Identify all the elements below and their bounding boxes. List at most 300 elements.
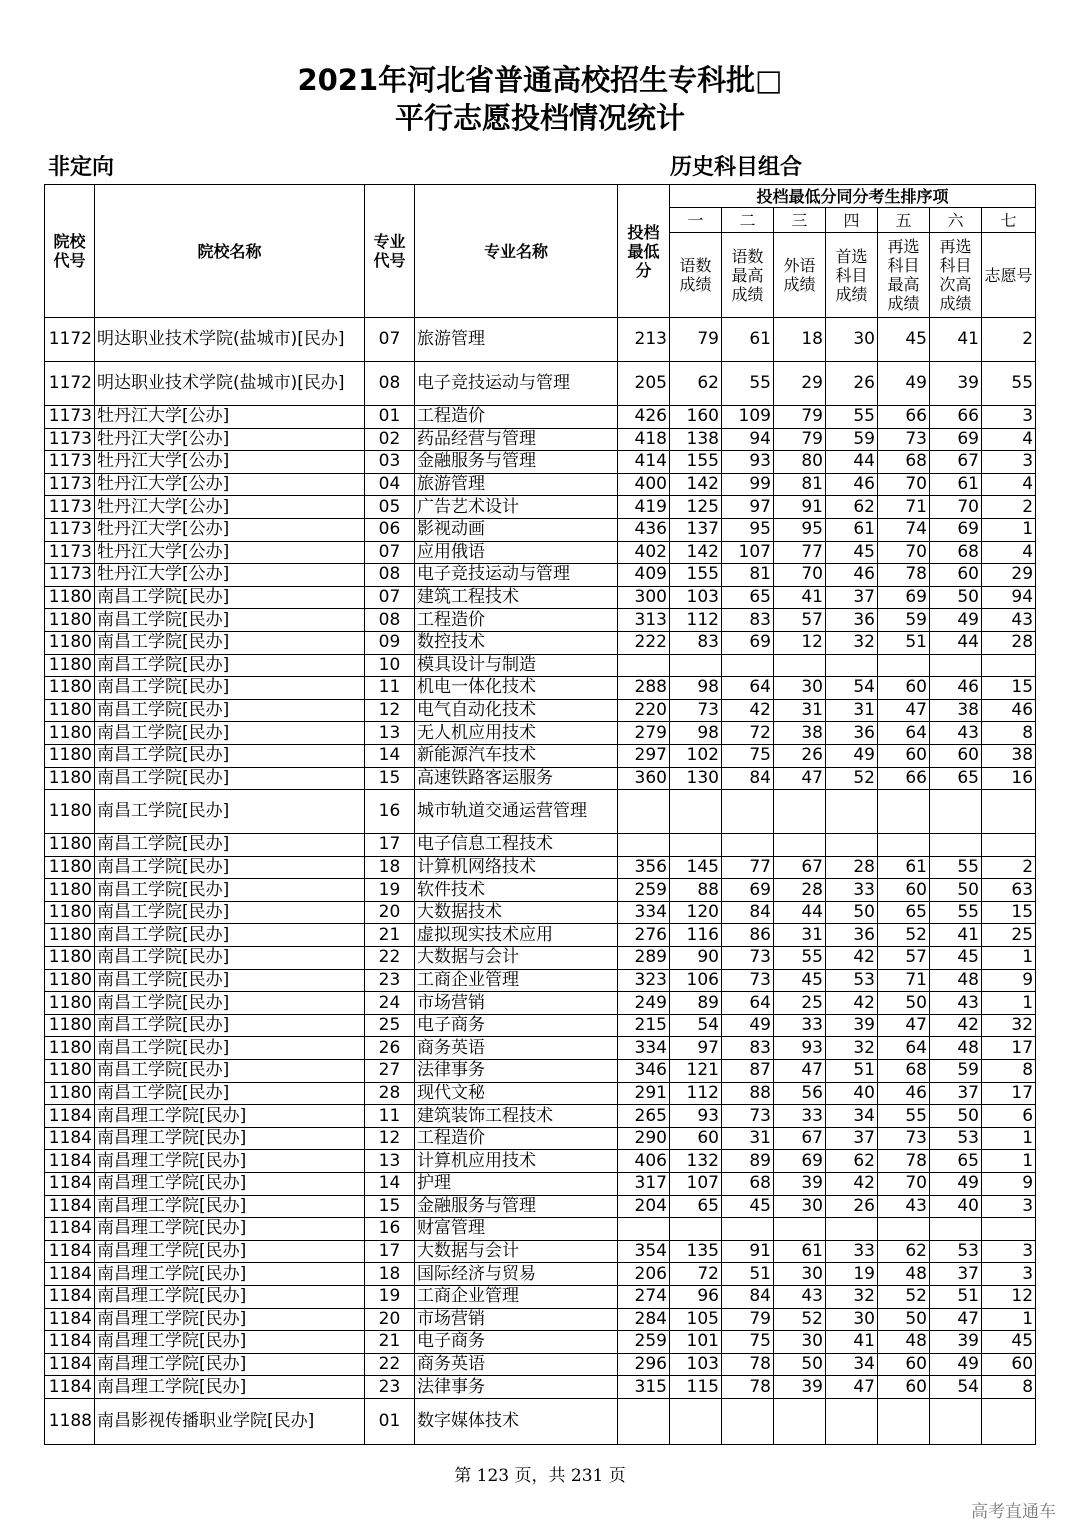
cell-second-subject-max: 47: [878, 699, 930, 722]
cell-foreign-lang-score: 55: [774, 947, 826, 970]
cell-college-name: 牡丹江大学[公办]: [95, 428, 365, 451]
cell-first-subject-score: 34: [826, 1353, 878, 1376]
cell-chinese-math-max: 78: [722, 1376, 774, 1399]
cell-first-subject-score: 26: [826, 362, 878, 406]
cell-min-score: 296: [618, 1353, 670, 1376]
cell-second-subject-max: 60: [878, 1376, 930, 1399]
cell-first-subject-score: [826, 834, 878, 857]
cell-chinese-math-score: 65: [670, 1195, 722, 1218]
cell-second-subject-max: 71: [878, 969, 930, 992]
cell-second-subject-max: 50: [878, 1308, 930, 1331]
cell-college-name: 南昌工学院[民办]: [95, 992, 365, 1015]
cell-chinese-math-max: [722, 790, 774, 834]
cell-choice-number: 4: [982, 541, 1036, 564]
cell-min-score: 265: [618, 1105, 670, 1128]
cell-major-code: 15: [365, 1195, 415, 1218]
watermark: 高考直通车: [971, 1502, 1056, 1522]
cell-first-subject-score: 30: [826, 318, 878, 362]
cell-college-code: 1173: [45, 473, 95, 496]
table-row: [45, 879, 1036, 902]
cell-major-name: 新能源汽车技术: [415, 744, 618, 767]
cell-major-name: 市场营销: [415, 1308, 618, 1331]
cell-college-name: 牡丹江大学[公办]: [95, 518, 365, 541]
cell-chinese-math-max: 78: [722, 1353, 774, 1376]
cell-second-subject-next: 49: [930, 609, 982, 632]
cell-second-subject-max: 46: [878, 1082, 930, 1105]
cell-chinese-math-max: [722, 834, 774, 857]
cell-chinese-math-score: 115: [670, 1376, 722, 1399]
cell-min-score: 297: [618, 744, 670, 767]
cell-first-subject-score: 42: [826, 1173, 878, 1196]
cell-min-score: 315: [618, 1376, 670, 1399]
cell-college-name: 南昌工学院[民办]: [95, 1014, 365, 1037]
cell-foreign-lang-score: 31: [774, 699, 826, 722]
header-tie-group: 投档最低分同分考生排序项: [670, 185, 1036, 208]
cell-college-name: 牡丹江大学[公办]: [95, 496, 365, 519]
cell-college-name: 南昌工学院[民办]: [95, 879, 365, 902]
cell-first-subject-score: 51: [826, 1060, 878, 1083]
cell-chinese-math-score: 145: [670, 856, 722, 879]
cell-college-name: 南昌理工学院[民办]: [95, 1285, 365, 1308]
cell-second-subject-next: 49: [930, 1173, 982, 1196]
cell-first-subject-score: [826, 1398, 878, 1444]
cell-chinese-math-score: 98: [670, 722, 722, 745]
cell-major-name: 大数据技术: [415, 901, 618, 924]
cell-choice-number: 8: [982, 722, 1036, 745]
cell-second-subject-next: [930, 790, 982, 834]
cell-foreign-lang-score: 39: [774, 1376, 826, 1399]
cell-major-name: 软件技术: [415, 879, 618, 902]
cell-foreign-lang-score: 43: [774, 1285, 826, 1308]
cell-major-code: 06: [365, 518, 415, 541]
cell-major-code: 26: [365, 1037, 415, 1060]
cell-first-subject-score: 45: [826, 541, 878, 564]
cell-college-code: 1180: [45, 834, 95, 857]
cell-chinese-math-score: 88: [670, 879, 722, 902]
cell-chinese-math-max: [722, 1218, 774, 1241]
cell-foreign-lang-score: [774, 790, 826, 834]
cell-chinese-math-max: 87: [722, 1060, 774, 1083]
cell-chinese-math-max: 97: [722, 496, 774, 519]
cell-foreign-lang-score: [774, 834, 826, 857]
cell-chinese-math-score: 137: [670, 518, 722, 541]
cell-min-score: 284: [618, 1308, 670, 1331]
cell-chinese-math-max: 68: [722, 1173, 774, 1196]
cell-second-subject-max: 70: [878, 1173, 930, 1196]
cell-major-name: 电子商务: [415, 1331, 618, 1354]
cell-college-name: 南昌工学院[民办]: [95, 677, 365, 700]
header-rank-3: 三: [774, 208, 826, 233]
cell-second-subject-max: 64: [878, 1037, 930, 1060]
cell-college-code: 1180: [45, 790, 95, 834]
cell-chinese-math-score: 105: [670, 1308, 722, 1331]
cell-first-subject-score: 53: [826, 969, 878, 992]
cell-first-subject-score: 40: [826, 1082, 878, 1105]
cell-major-name: 电子商务: [415, 1014, 618, 1037]
table-row: [45, 1173, 1036, 1196]
header-min-score: 投档最低分: [618, 185, 670, 318]
cell-min-score: 436: [618, 518, 670, 541]
table-row: [45, 699, 1036, 722]
cell-choice-number: 28: [982, 631, 1036, 654]
cell-chinese-math-max: 31: [722, 1127, 774, 1150]
cell-first-subject-score: [826, 654, 878, 677]
cell-major-code: 22: [365, 1353, 415, 1376]
cell-choice-number: [982, 654, 1036, 677]
cell-foreign-lang-score: 30: [774, 677, 826, 700]
cell-college-code: 1184: [45, 1127, 95, 1150]
cell-second-subject-max: 64: [878, 722, 930, 745]
cell-second-subject-max: 66: [878, 767, 930, 790]
cell-major-code: 17: [365, 1240, 415, 1263]
cell-college-code: 1184: [45, 1353, 95, 1376]
cell-major-name: 金融服务与管理: [415, 1195, 618, 1218]
cell-chinese-math-max: [722, 1398, 774, 1444]
cell-chinese-math-max: 83: [722, 609, 774, 632]
cell-choice-number: 46: [982, 699, 1036, 722]
cell-min-score: 249: [618, 992, 670, 1015]
cell-college-name: 牡丹江大学[公办]: [95, 564, 365, 587]
cell-second-subject-next: 45: [930, 947, 982, 970]
header-college-name: 院校名称: [95, 185, 365, 318]
cell-second-subject-max: 62: [878, 1240, 930, 1263]
cell-major-name: 建筑装饰工程技术: [415, 1105, 618, 1128]
cell-choice-number: 43: [982, 609, 1036, 632]
table-row: [45, 451, 1036, 474]
cell-college-code: 1172: [45, 318, 95, 362]
cell-first-subject-score: 50: [826, 901, 878, 924]
cell-first-subject-score: 46: [826, 473, 878, 496]
cell-choice-number: 63: [982, 879, 1036, 902]
cell-chinese-math-max: 109: [722, 406, 774, 429]
cell-second-subject-max: 70: [878, 541, 930, 564]
cell-chinese-math-max: 91: [722, 1240, 774, 1263]
cell-second-subject-next: 65: [930, 767, 982, 790]
cell-min-score: 222: [618, 631, 670, 654]
cell-major-name: 数控技术: [415, 631, 618, 654]
cell-first-subject-score: 42: [826, 947, 878, 970]
table-row: [45, 609, 1036, 632]
cell-min-score: 317: [618, 1173, 670, 1196]
cell-major-code: 19: [365, 1285, 415, 1308]
header-college-code: 院校代号: [45, 185, 95, 318]
cell-college-code: 1173: [45, 564, 95, 587]
header-rank-7: 七: [982, 208, 1036, 233]
cell-first-subject-score: 62: [826, 496, 878, 519]
cell-first-subject-score: 62: [826, 1150, 878, 1173]
cell-second-subject-next: 61: [930, 473, 982, 496]
cell-choice-number: 16: [982, 767, 1036, 790]
cell-college-name: 牡丹江大学[公办]: [95, 406, 365, 429]
cell-chinese-math-max: 75: [722, 744, 774, 767]
cell-college-name: 南昌工学院[民办]: [95, 1037, 365, 1060]
cell-major-name: 大数据与会计: [415, 1240, 618, 1263]
cell-chinese-math-max: 64: [722, 992, 774, 1015]
cell-college-code: 1184: [45, 1173, 95, 1196]
header-rank-5: 五: [878, 208, 930, 233]
cell-college-code: 1173: [45, 428, 95, 451]
cell-major-code: 21: [365, 1331, 415, 1354]
cell-college-name: 明达职业技术学院(盐城市)[民办]: [95, 362, 365, 406]
cell-first-subject-score: 33: [826, 879, 878, 902]
cell-college-name: 明达职业技术学院(盐城市)[民办]: [95, 318, 365, 362]
cell-major-code: 17: [365, 834, 415, 857]
cell-major-name: 电子竞技运动与管理: [415, 564, 618, 587]
table-row: [45, 992, 1036, 1015]
cell-foreign-lang-score: 47: [774, 1060, 826, 1083]
cell-major-code: 18: [365, 1263, 415, 1286]
cell-chinese-math-max: 93: [722, 451, 774, 474]
cell-chinese-math-max: 81: [722, 564, 774, 587]
cell-chinese-math-max: 42: [722, 699, 774, 722]
cell-second-subject-max: 55: [878, 1105, 930, 1128]
cell-college-code: 1180: [45, 609, 95, 632]
cell-chinese-math-max: 86: [722, 924, 774, 947]
cell-major-name: 旅游管理: [415, 318, 618, 362]
cell-chinese-math-max: 75: [722, 1331, 774, 1354]
cell-college-name: 南昌理工学院[民办]: [95, 1150, 365, 1173]
cell-choice-number: 3: [982, 1195, 1036, 1218]
cell-chinese-math-score: 79: [670, 318, 722, 362]
cell-major-name: 金融服务与管理: [415, 451, 618, 474]
cell-major-code: 15: [365, 767, 415, 790]
cell-choice-number: 6: [982, 1105, 1036, 1128]
cell-major-name: 财富管理: [415, 1218, 618, 1241]
cell-first-subject-score: [826, 1218, 878, 1241]
cell-first-subject-score: 36: [826, 609, 878, 632]
cell-foreign-lang-score: 57: [774, 609, 826, 632]
cell-choice-number: [982, 834, 1036, 857]
cell-major-name: 现代文秘: [415, 1082, 618, 1105]
cell-college-code: 1180: [45, 924, 95, 947]
cell-foreign-lang-score: 33: [774, 1105, 826, 1128]
cell-chinese-math-score: 83: [670, 631, 722, 654]
cell-college-code: 1184: [45, 1240, 95, 1263]
cell-choice-number: 9: [982, 1173, 1036, 1196]
cell-min-score: [618, 834, 670, 857]
cell-major-code: 14: [365, 1173, 415, 1196]
cell-college-code: 1172: [45, 362, 95, 406]
cell-second-subject-next: [930, 654, 982, 677]
cell-second-subject-next: 50: [930, 1105, 982, 1128]
cell-foreign-lang-score: [774, 654, 826, 677]
cell-chinese-math-max: 107: [722, 541, 774, 564]
cell-first-subject-score: 49: [826, 744, 878, 767]
cell-first-subject-score: 39: [826, 1014, 878, 1037]
table-row: [45, 564, 1036, 587]
cell-foreign-lang-score: 30: [774, 1195, 826, 1218]
header-sort-col-4: 首选科目成绩: [826, 233, 878, 318]
cell-major-name: 无人机应用技术: [415, 722, 618, 745]
cell-min-score: 259: [618, 879, 670, 902]
cell-college-name: 南昌工学院[民办]: [95, 969, 365, 992]
cell-choice-number: 32: [982, 1014, 1036, 1037]
cell-college-code: 1184: [45, 1263, 95, 1286]
cell-foreign-lang-score: 79: [774, 428, 826, 451]
cell-second-subject-next: [930, 1218, 982, 1241]
cell-major-code: 20: [365, 901, 415, 924]
cell-college-name: 南昌工学院[民办]: [95, 722, 365, 745]
cell-major-code: 08: [365, 362, 415, 406]
cell-college-code: 1180: [45, 1037, 95, 1060]
cell-college-name: 南昌理工学院[民办]: [95, 1263, 365, 1286]
cell-second-subject-next: 48: [930, 1037, 982, 1060]
cell-major-name: 旅游管理: [415, 473, 618, 496]
cell-choice-number: 17: [982, 1037, 1036, 1060]
cell-chinese-math-max: 72: [722, 722, 774, 745]
cell-college-name: 牡丹江大学[公办]: [95, 451, 365, 474]
cell-foreign-lang-score: 26: [774, 744, 826, 767]
cell-min-score: 419: [618, 496, 670, 519]
cell-foreign-lang-score: 67: [774, 856, 826, 879]
cell-major-name: 建筑工程技术: [415, 586, 618, 609]
table-row: [45, 834, 1036, 857]
cell-major-name: 应用俄语: [415, 541, 618, 564]
cell-second-subject-next: [930, 1398, 982, 1444]
cell-major-code: 22: [365, 947, 415, 970]
table-row: [45, 1195, 1036, 1218]
cell-foreign-lang-score: 69: [774, 1150, 826, 1173]
cell-major-name: 城市轨道交通运营管理: [415, 790, 618, 834]
cell-chinese-math-max: 79: [722, 1308, 774, 1331]
cell-major-name: 电气自动化技术: [415, 699, 618, 722]
cell-choice-number: 3: [982, 1263, 1036, 1286]
cell-foreign-lang-score: 44: [774, 901, 826, 924]
cell-second-subject-next: 39: [930, 1331, 982, 1354]
cell-college-name: 南昌工学院[民办]: [95, 1082, 365, 1105]
cell-choice-number: [982, 1218, 1036, 1241]
cell-major-name: 法律事务: [415, 1060, 618, 1083]
cell-first-subject-score: 44: [826, 451, 878, 474]
cell-major-name: 国际经济与贸易: [415, 1263, 618, 1286]
cell-second-subject-max: 52: [878, 1285, 930, 1308]
cell-choice-number: 1: [982, 1127, 1036, 1150]
cell-choice-number: 2: [982, 856, 1036, 879]
table-row: [45, 654, 1036, 677]
cell-foreign-lang-score: 93: [774, 1037, 826, 1060]
cell-second-subject-next: 53: [930, 1240, 982, 1263]
cell-min-score: 400: [618, 473, 670, 496]
cell-second-subject-next: 54: [930, 1376, 982, 1399]
cell-choice-number: 1: [982, 518, 1036, 541]
cell-chinese-math-max: 84: [722, 767, 774, 790]
cell-second-subject-next: 43: [930, 992, 982, 1015]
cell-chinese-math-score: 102: [670, 744, 722, 767]
cell-chinese-math-score: 155: [670, 564, 722, 587]
table-row: [45, 790, 1036, 834]
cell-choice-number: 12: [982, 1285, 1036, 1308]
cell-college-name: 南昌工学院[民办]: [95, 609, 365, 632]
cell-second-subject-next: 47: [930, 1308, 982, 1331]
table-row: [45, 1308, 1036, 1331]
cell-choice-number: 45: [982, 1331, 1036, 1354]
cell-foreign-lang-score: 41: [774, 586, 826, 609]
cell-major-code: 09: [365, 631, 415, 654]
cell-first-subject-score: 37: [826, 586, 878, 609]
cell-first-subject-score: 42: [826, 992, 878, 1015]
cell-first-subject-score: 36: [826, 924, 878, 947]
cell-choice-number: 3: [982, 406, 1036, 429]
cell-college-code: 1180: [45, 767, 95, 790]
header-rank-4: 四: [826, 208, 878, 233]
cell-major-name: 市场营销: [415, 992, 618, 1015]
cell-college-name: 牡丹江大学[公办]: [95, 541, 365, 564]
cell-foreign-lang-score: 39: [774, 1173, 826, 1196]
cell-min-score: [618, 654, 670, 677]
cell-choice-number: 1: [982, 947, 1036, 970]
cell-chinese-math-max: 84: [722, 901, 774, 924]
cell-chinese-math-max: 95: [722, 518, 774, 541]
cell-major-code: 18: [365, 856, 415, 879]
cell-college-code: 1180: [45, 744, 95, 767]
cell-foreign-lang-score: 52: [774, 1308, 826, 1331]
cell-chinese-math-max: 88: [722, 1082, 774, 1105]
category-label: 非定向: [48, 155, 115, 180]
cell-major-code: 10: [365, 654, 415, 677]
cell-choice-number: 38: [982, 744, 1036, 767]
cell-second-subject-next: 67: [930, 451, 982, 474]
cell-second-subject-next: 53: [930, 1127, 982, 1150]
header-sort-col-2: 语数最高成绩: [722, 233, 774, 318]
cell-min-score: 356: [618, 856, 670, 879]
cell-major-code: 16: [365, 790, 415, 834]
cell-min-score: 418: [618, 428, 670, 451]
cell-major-name: 虚拟现实技术应用: [415, 924, 618, 947]
cell-choice-number: 1: [982, 1308, 1036, 1331]
cell-major-code: 01: [365, 406, 415, 429]
cell-chinese-math-score: 89: [670, 992, 722, 1015]
cell-min-score: 215: [618, 1014, 670, 1037]
cell-college-name: 南昌工学院[民办]: [95, 790, 365, 834]
cell-foreign-lang-score: 30: [774, 1331, 826, 1354]
admission-table: [44, 184, 1036, 1445]
cell-chinese-math-score: 103: [670, 1353, 722, 1376]
cell-college-code: 1180: [45, 586, 95, 609]
cell-second-subject-max: 66: [878, 406, 930, 429]
cell-second-subject-next: 41: [930, 924, 982, 947]
cell-first-subject-score: 26: [826, 1195, 878, 1218]
cell-major-name: 工商企业管理: [415, 1285, 618, 1308]
cell-second-subject-next: 49: [930, 1353, 982, 1376]
cell-min-score: 414: [618, 451, 670, 474]
table-row: [45, 1037, 1036, 1060]
cell-second-subject-next: 65: [930, 1150, 982, 1173]
cell-college-code: 1180: [45, 677, 95, 700]
cell-chinese-math-max: 83: [722, 1037, 774, 1060]
cell-college-code: 1184: [45, 1195, 95, 1218]
cell-second-subject-next: 59: [930, 1060, 982, 1083]
cell-chinese-math-score: 62: [670, 362, 722, 406]
cell-min-score: [618, 790, 670, 834]
cell-chinese-math-score: 135: [670, 1240, 722, 1263]
cell-college-code: 1184: [45, 1105, 95, 1128]
header-sort-col-5: 再选科目最高成绩: [878, 233, 930, 318]
cell-second-subject-max: 52: [878, 924, 930, 947]
cell-choice-number: 29: [982, 564, 1036, 587]
cell-second-subject-max: 65: [878, 901, 930, 924]
table-row: [45, 1014, 1036, 1037]
cell-chinese-math-max: [722, 654, 774, 677]
cell-second-subject-max: [878, 1398, 930, 1444]
cell-first-subject-score: 19: [826, 1263, 878, 1286]
cell-college-code: 1180: [45, 654, 95, 677]
cell-major-name: 工商企业管理: [415, 969, 618, 992]
cell-second-subject-max: 60: [878, 1353, 930, 1376]
cell-major-code: 28: [365, 1082, 415, 1105]
table-row: [45, 1353, 1036, 1376]
cell-min-score: 300: [618, 586, 670, 609]
cell-first-subject-score: 30: [826, 1308, 878, 1331]
